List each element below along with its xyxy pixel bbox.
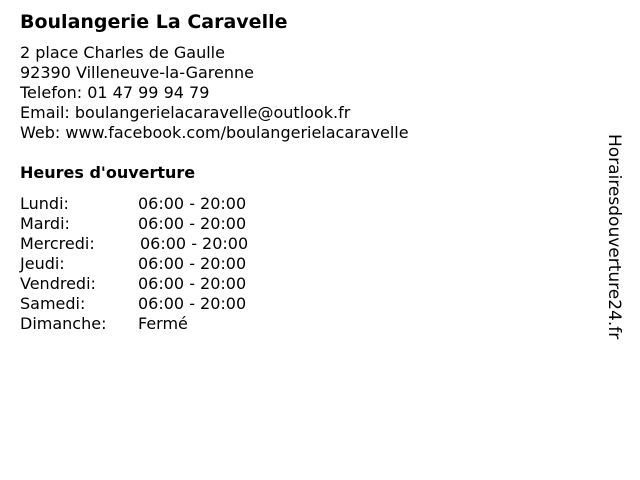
- time-value: Fermé: [138, 314, 188, 333]
- day-label: Mardi:: [20, 214, 70, 233]
- time-value: 06:00 - 20:00: [138, 254, 247, 273]
- day-label: Lundi:: [20, 194, 69, 213]
- business-name: Boulangerie La Caravelle: [20, 11, 288, 33]
- address-line-2: 92390 Villeneuve-la-Garenne: [20, 63, 254, 82]
- time-value: 06:00 - 20:00: [138, 294, 247, 313]
- web-line: Web: www.facebook.com/boulangerielacaravelle: [20, 123, 409, 142]
- time-value: 06:00 - 20:00: [140, 234, 249, 253]
- address-line-1: 2 place Charles de Gaulle: [20, 43, 225, 62]
- time-value: 06:00 - 20:00: [138, 274, 247, 293]
- time-value: 06:00 - 20:00: [138, 194, 247, 213]
- opening-hours-heading: Heures d'ouverture: [20, 163, 196, 182]
- day-label: Dimanche:: [20, 314, 107, 333]
- email-line: Email: boulangerielacaravelle@outlook.fr: [20, 103, 351, 122]
- day-label: Mercredi:: [20, 234, 95, 253]
- day-label: Samedi:: [20, 294, 86, 313]
- site-watermark: Horairesdouverture24.fr: [604, 134, 624, 340]
- day-label: Jeudi:: [20, 254, 65, 273]
- phone-line: Telefon: 01 47 99 94 79: [20, 83, 210, 102]
- contact-info: [20, 43, 409, 143]
- time-value: 06:00 - 20:00: [138, 214, 247, 233]
- day-label: Vendredi:: [20, 274, 96, 293]
